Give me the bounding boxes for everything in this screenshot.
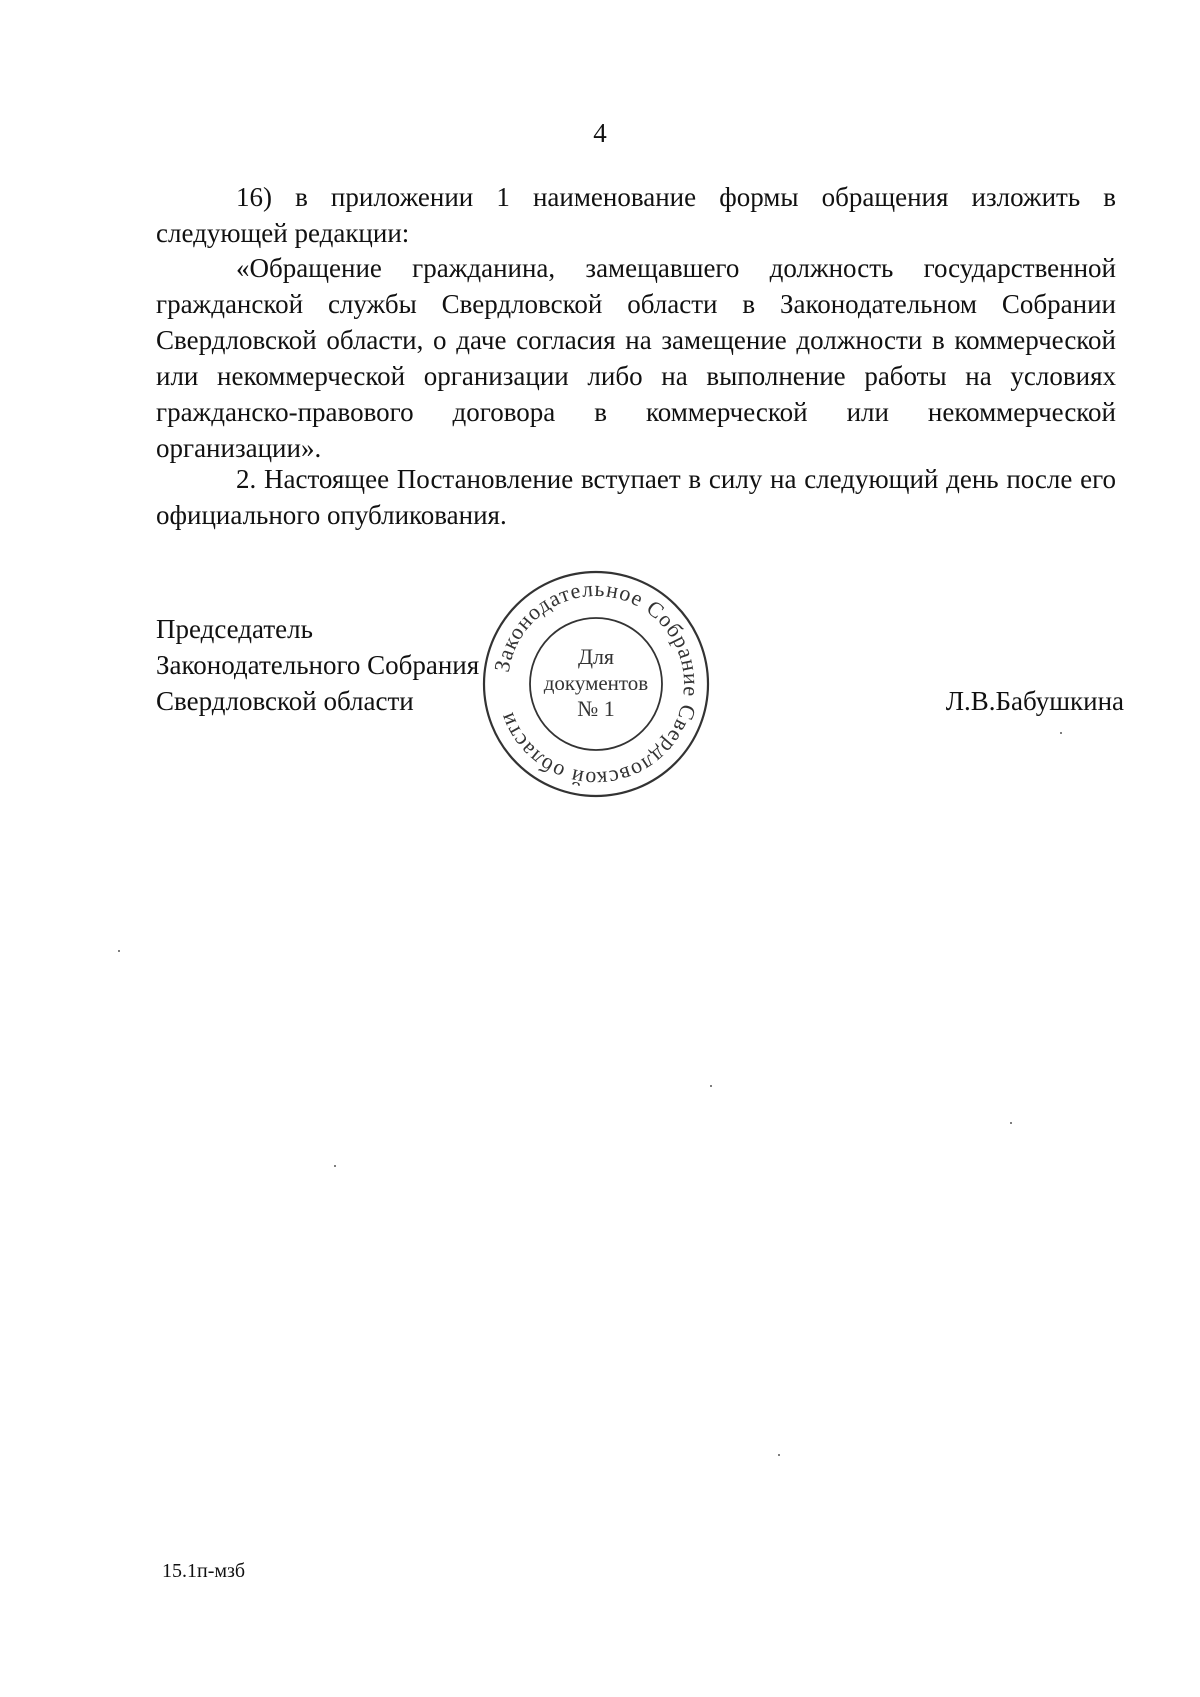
paragraph-item-16b: 16) в приложении 1 наименование формы обращения изложить в следующей редакции:	[156, 182, 1116, 248]
page-number: 4	[593, 118, 607, 148]
paragraph-item-2: 2. Настоящее Постановление вступает в силу на следующий день после его официального опубликования.	[156, 464, 1116, 530]
signatory-title	[156, 611, 479, 719]
scan-speck	[334, 1165, 336, 1167]
stamp-center-line-1: Для	[577, 644, 615, 669]
paragraph-quoted-form-title: «Обращение гражданина, замещавшего должность государственной гражданской службы Свердловской области в Законодательном Собрании Свердловской области, о даче согласия на замещение должности в коммерческой или некоммерческой организации либо на выполнение работы на условиях гражданско-правового договора в коммерческой или некоммерческой организации».	[156, 253, 1116, 463]
scan-speck	[1060, 732, 1062, 734]
official-seal-stamp	[478, 566, 714, 802]
signatory-name: Л.В.Бабушкина	[945, 686, 1124, 716]
signatory-title-line-1: Председатель	[156, 614, 313, 644]
scan-speck	[778, 1454, 780, 1456]
signatory-title-line-3: Свердловской области	[156, 686, 414, 716]
signatory-title-line-2: Законодательного Собрания	[156, 650, 480, 680]
stamp-ring-text: Законодательное Собрание Свердловской области	[488, 575, 705, 793]
scan-speck	[118, 950, 120, 952]
stamp-center-line-2: документов	[543, 671, 649, 695]
scan-speck	[710, 1085, 712, 1087]
document-code: 15.1п-мзб	[162, 1560, 246, 1582]
stamp-center-line-3: № 1	[577, 696, 615, 721]
scan-speck	[1010, 1122, 1012, 1124]
